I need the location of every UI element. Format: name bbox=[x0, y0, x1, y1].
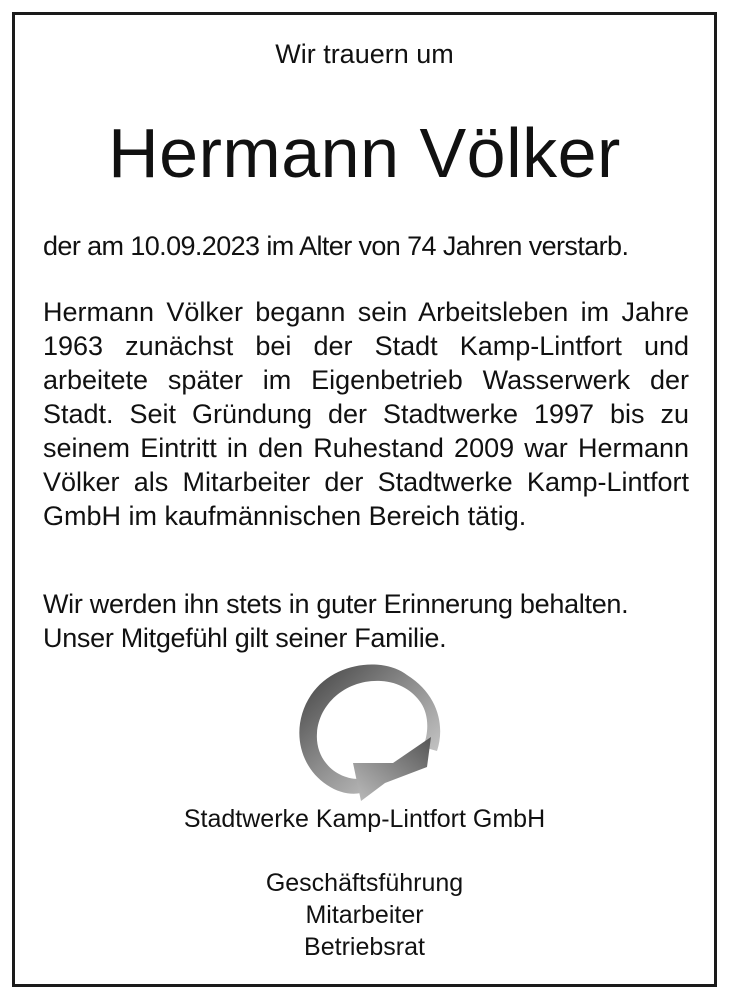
biography-paragraph: Hermann Völker begann sein Arbeitsleben im Jahre 1963 zunächst bei der Stadt Kamp-Lintfort und arbeitete später im Eigenbetrieb Wasserwerk der Stadt. Seit Gründung der Stadtwerke 1997 bis zu seinem Eintritt in den Ruhestand 2009 war Hermann Völker als Mitarbeiter der Stadtwerke Kamp-Lintfort GmbH im kaufmännischen Bereich tätig. bbox=[43, 297, 689, 531]
company-name: Stadtwerke Kamp-Lintfort GmbH bbox=[183, 805, 546, 833]
closing-paragraph bbox=[43, 587, 693, 655]
circular-arrow-logo-icon bbox=[289, 655, 449, 805]
death-date-line: der am 10.09.2023 im Alter von 74 Jahren verstarb. bbox=[43, 231, 629, 261]
signer: Betriebsrat bbox=[304, 933, 425, 961]
closing-line: Wir werden ihn stets in guter Erinnerung behalten. bbox=[43, 589, 629, 619]
closing-line: Unser Mitgefühl gilt seiner Familie. bbox=[43, 623, 447, 653]
signer: Mitarbeiter bbox=[305, 901, 424, 929]
deceased-name: Hermann Völker bbox=[108, 114, 621, 192]
signer: Geschäftsführung bbox=[265, 869, 464, 897]
signers-list bbox=[15, 867, 714, 963]
obituary-notice bbox=[12, 12, 717, 987]
intro-text: Wir trauern um bbox=[275, 39, 454, 69]
